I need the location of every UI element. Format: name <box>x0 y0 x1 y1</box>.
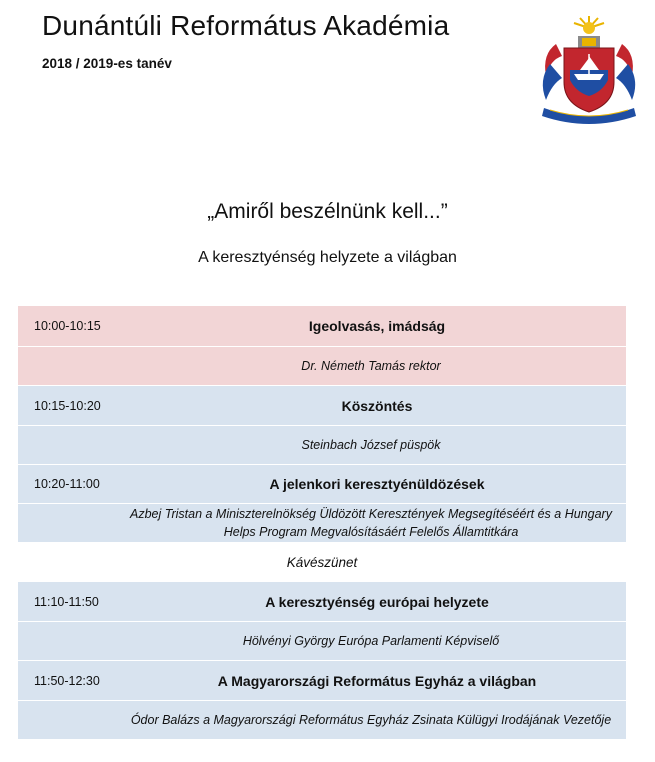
session-title: A jelenkori keresztyénüldözések <box>269 476 485 492</box>
session-title: Köszöntés <box>341 397 413 414</box>
academic-year: 2018 / 2019-es tanév <box>42 56 172 71</box>
coffee-break-label: Kávészünet <box>286 554 358 570</box>
session-row <box>18 306 626 347</box>
speaker-row <box>18 701 626 740</box>
session-speaker: Dr. Németh Tamás rektor <box>301 359 441 373</box>
session-speaker: Ódor Balázs a Magyarországi Református Egyház Zsinata Külügyi Irodájának Vezetője <box>130 713 612 727</box>
org-title: Dunántúli Református Akadémia <box>42 10 450 41</box>
speaker-row <box>18 622 626 661</box>
session-row <box>18 582 626 622</box>
session-title: A Magyarországi Református Egyház a világban <box>217 672 537 689</box>
event-subtitle: A keresztyénség helyzete a világban <box>198 249 457 266</box>
session-row <box>18 386 626 426</box>
session-speaker: Azbej Tristan a Miniszterelnökség Üldözött Keresztények Megsegítéséért és a Hungary Helps Program Megvalósításáért Felelős Államtitkára <box>130 507 612 539</box>
session-time: 11:50-12:30 <box>34 673 100 688</box>
speaker-row <box>18 504 626 543</box>
session-time: 11:10-11:50 <box>34 594 99 609</box>
session-speaker: Hölvényi György Európa Parlamenti Képviselő <box>242 634 500 648</box>
session-row <box>18 465 626 504</box>
break-row <box>18 543 626 582</box>
speaker-row <box>18 347 626 386</box>
speaker-row <box>18 426 626 465</box>
session-title: A keresztyénség európai helyzete <box>265 593 489 610</box>
coat-of-arms-icon <box>536 14 642 126</box>
schedule-table <box>18 306 626 740</box>
session-time: 10:15-10:20 <box>34 398 101 413</box>
session-title: Igeolvasás, imádság <box>308 318 446 334</box>
session-time: 10:20-11:00 <box>34 477 100 491</box>
session-row <box>18 661 626 701</box>
session-speaker: Steinbach József püspök <box>301 438 441 452</box>
event-title: „Amiről beszélnünk kell...” <box>207 200 448 223</box>
session-time: 10:00-10:15 <box>34 319 101 333</box>
